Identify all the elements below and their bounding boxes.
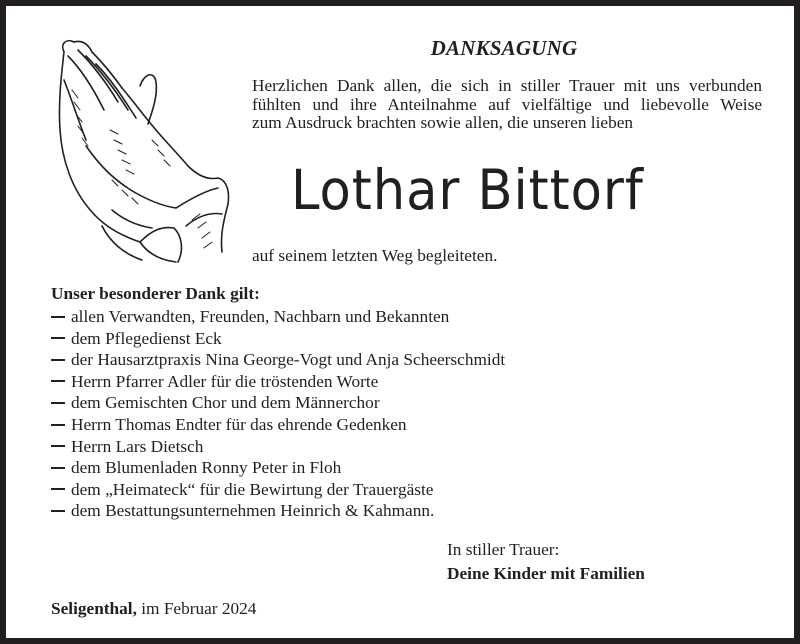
dash-icon (51, 500, 71, 522)
dash-icon (51, 306, 71, 328)
list-item (51, 479, 505, 501)
place-and-date (51, 599, 256, 619)
list-item-text: der Hausarztpraxis Nina George-Vogt und Anja Scheerschmidt (71, 350, 506, 370)
dash-icon (51, 392, 71, 414)
list-item-text: dem Gemischten Chor und dem Männerchor (71, 393, 380, 413)
list-item-text: dem „Heimateck“ für die Bewirtung der Trauergäste (71, 479, 434, 499)
list-item (51, 436, 505, 458)
list-item (51, 306, 505, 328)
list-item-text: Herrn Lars Dietsch (71, 436, 204, 456)
list-item (51, 500, 505, 522)
list-item (51, 457, 505, 479)
date: im Februar 2024 (136, 599, 257, 618)
intro-line: Herzlichen Dank allen, die sich in stiller Trauer mit uns verbunden (252, 76, 762, 95)
praying-hands-icon (52, 30, 232, 266)
special-thanks-list (51, 306, 505, 522)
intro-line: zum Ausdruck brachten sowie allen, die unseren lieben (252, 113, 634, 133)
list-item-text: allen Verwandten, Freunden, Nachbarn und Bekannten (71, 307, 450, 326)
dash-icon (51, 371, 71, 393)
list-item-text: Herrn Thomas Endter für das ehrende Gedenken (71, 414, 407, 434)
signoff: Deine Kinder mit Familien (447, 564, 645, 583)
mourning-label: In stiller Trauer: (447, 540, 560, 559)
list-item-text: dem Bestattungsunternehmen Heinrich & Kahmann. (71, 501, 435, 521)
intro-line: fühlten und ihre Anteilnahme auf vielfältige und liebevolle Weise (252, 94, 762, 114)
list-item (51, 414, 505, 436)
notice-heading: DANKSAGUNG (430, 36, 578, 60)
list-item (51, 349, 505, 371)
dash-icon (51, 414, 71, 436)
intro-paragraph (252, 77, 762, 133)
dash-icon (51, 349, 71, 371)
after-name-text: auf seinem letzten Weg begleiteten. (252, 246, 498, 265)
dash-icon (51, 479, 71, 501)
dash-icon (51, 457, 71, 479)
list-item (51, 392, 505, 414)
place: Seligenthal, (51, 599, 137, 618)
list-item-text: dem Blumenladen Ronny Peter in Floh (71, 458, 342, 478)
dash-icon (51, 328, 71, 350)
special-thanks-heading: Unser besonderer Dank gilt: (51, 284, 260, 303)
list-item (51, 328, 505, 350)
dash-icon (51, 436, 71, 458)
deceased-name: Lothar Bittorf (291, 158, 644, 222)
list-item (51, 371, 505, 393)
list-item-text: Herrn Pfarrer Adler für die tröstenden Worte (71, 371, 379, 391)
list-item-text: dem Pflegedienst Eck (71, 328, 222, 348)
